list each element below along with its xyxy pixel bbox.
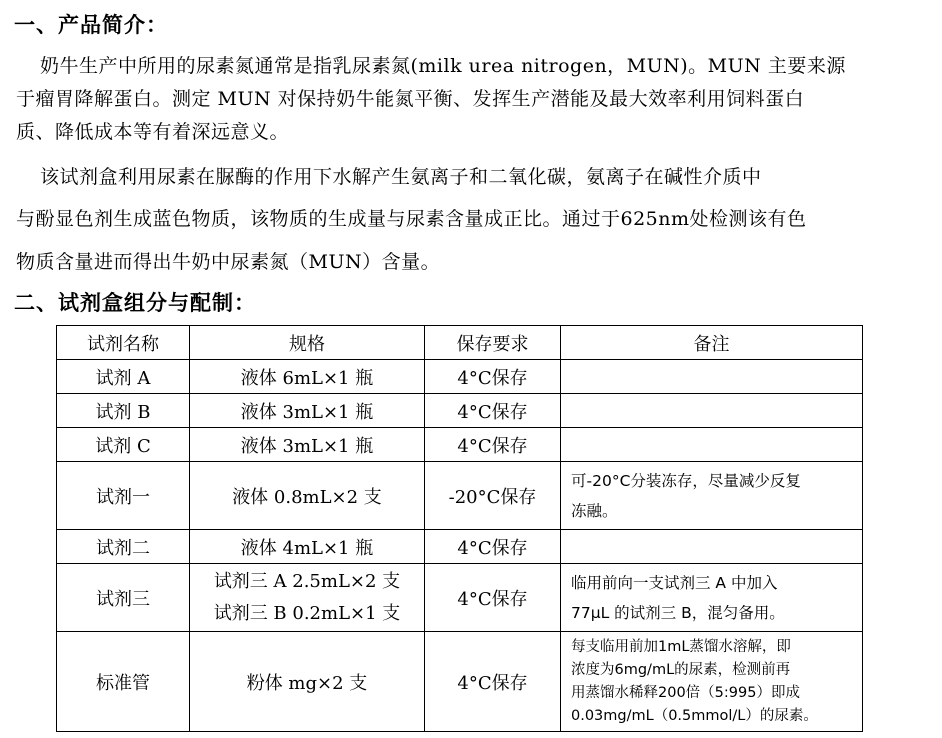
reagent-spec: 液体 0.8mL×2 支 <box>190 462 425 530</box>
reagent-storage: -20°C保存 <box>425 462 561 530</box>
header-name: 试剂名称 <box>57 326 190 360</box>
intro-para1-line3: 质、降低成本等有着深远意义。 <box>16 121 290 143</box>
reagent-name: 试剂一 <box>57 462 190 530</box>
reagent-note <box>561 530 863 564</box>
reagent-spec: 液体 4mL×1 瓶 <box>190 530 425 564</box>
intro-para1-line1: 奶牛生产中所用的尿素氮通常是指乳尿素氮(milk urea nitrogen，MUN)。MUN 主要来源 <box>40 55 846 77</box>
reagent-storage: 4°C保存 <box>425 394 561 428</box>
reagent-storage: 4°C保存 <box>425 632 561 732</box>
header-note: 备注 <box>561 326 863 360</box>
spec-line: 试剂三 B 0.2mL×1 支 <box>213 602 401 624</box>
reagent-name: 试剂三 <box>57 564 190 632</box>
reagent-name: 试剂 A <box>57 360 190 394</box>
table-row <box>57 428 863 462</box>
reagent-note <box>561 394 863 428</box>
reagent-name: 试剂 B <box>57 394 190 428</box>
note-line: 浓度为6mg/mL的尿素，检测前再 <box>571 661 791 678</box>
note-line: 可-20°C分装冻存，尽量减少反复 <box>571 471 801 490</box>
reagent-spec <box>190 564 425 632</box>
section2-title: 二、试剂盒组分与配制： <box>14 291 256 315</box>
table-row <box>57 530 863 564</box>
note-line: 用蒸馏水稀释200倍（5:995）即成 <box>571 684 800 701</box>
reagent-note <box>561 632 863 732</box>
table-row <box>57 394 863 428</box>
reagent-spec: 液体 3mL×1 瓶 <box>190 428 425 462</box>
intro-para1-line2: 于瘤胃降解蛋白。测定 MUN 对保持奶牛能氮平衡、发挥生产潜能及最大效率利用饲料蛋白 <box>16 88 805 110</box>
reagent-name: 试剂二 <box>57 530 190 564</box>
reagent-spec: 粉体 mg×2 支 <box>190 632 425 732</box>
intro-para2-line2: 与酚显色剂生成蓝色物质，该物质的生成量与尿素含量成正比。通过于625nm处检测该有色 <box>16 208 807 230</box>
header-spec: 规格 <box>190 326 425 360</box>
reagent-storage: 4°C保存 <box>425 428 561 462</box>
intro-para2-line1: 该试剂盒利用尿素在脲酶的作用下水解产生氨离子和二氧化碳，氨离子在碱性介质中 <box>40 166 762 188</box>
reagent-storage: 4°C保存 <box>425 530 561 564</box>
note-line: 0.03mg/mL（0.5mmol/L）的尿素。 <box>571 707 818 724</box>
note-line: 冻融。 <box>571 501 618 520</box>
reagent-storage: 4°C保存 <box>425 360 561 394</box>
note-line: 临用前向一支试剂三 A 中加入 <box>571 573 778 592</box>
note-line: 每支临用前加1mL蒸馏水溶解，即 <box>571 638 791 655</box>
reagent-storage: 4°C保存 <box>425 564 561 632</box>
reagent-spec: 液体 6mL×1 瓶 <box>190 360 425 394</box>
note-line: 77μL 的试剂三 B，混匀备用。 <box>571 603 785 622</box>
table-row <box>57 360 863 394</box>
reagent-spec: 液体 3mL×1 瓶 <box>190 394 425 428</box>
table-row <box>57 632 863 732</box>
table-header-row <box>57 326 863 360</box>
spec-line: 试剂三 A 2.5mL×2 支 <box>213 570 401 592</box>
section1-title: 一、产品简介： <box>14 13 168 37</box>
table-row <box>57 564 863 632</box>
intro-para2-line3: 物质含量进而得出牛奶中尿素氮（MUN）含量。 <box>16 251 441 273</box>
components-table <box>56 325 863 732</box>
header-storage: 保存要求 <box>425 326 561 360</box>
reagent-note <box>561 360 863 394</box>
reagent-note <box>561 428 863 462</box>
reagent-name: 标准管 <box>57 632 190 732</box>
reagent-note <box>561 564 863 632</box>
reagent-note <box>561 462 863 530</box>
reagent-name: 试剂 C <box>57 428 190 462</box>
table-row <box>57 462 863 530</box>
